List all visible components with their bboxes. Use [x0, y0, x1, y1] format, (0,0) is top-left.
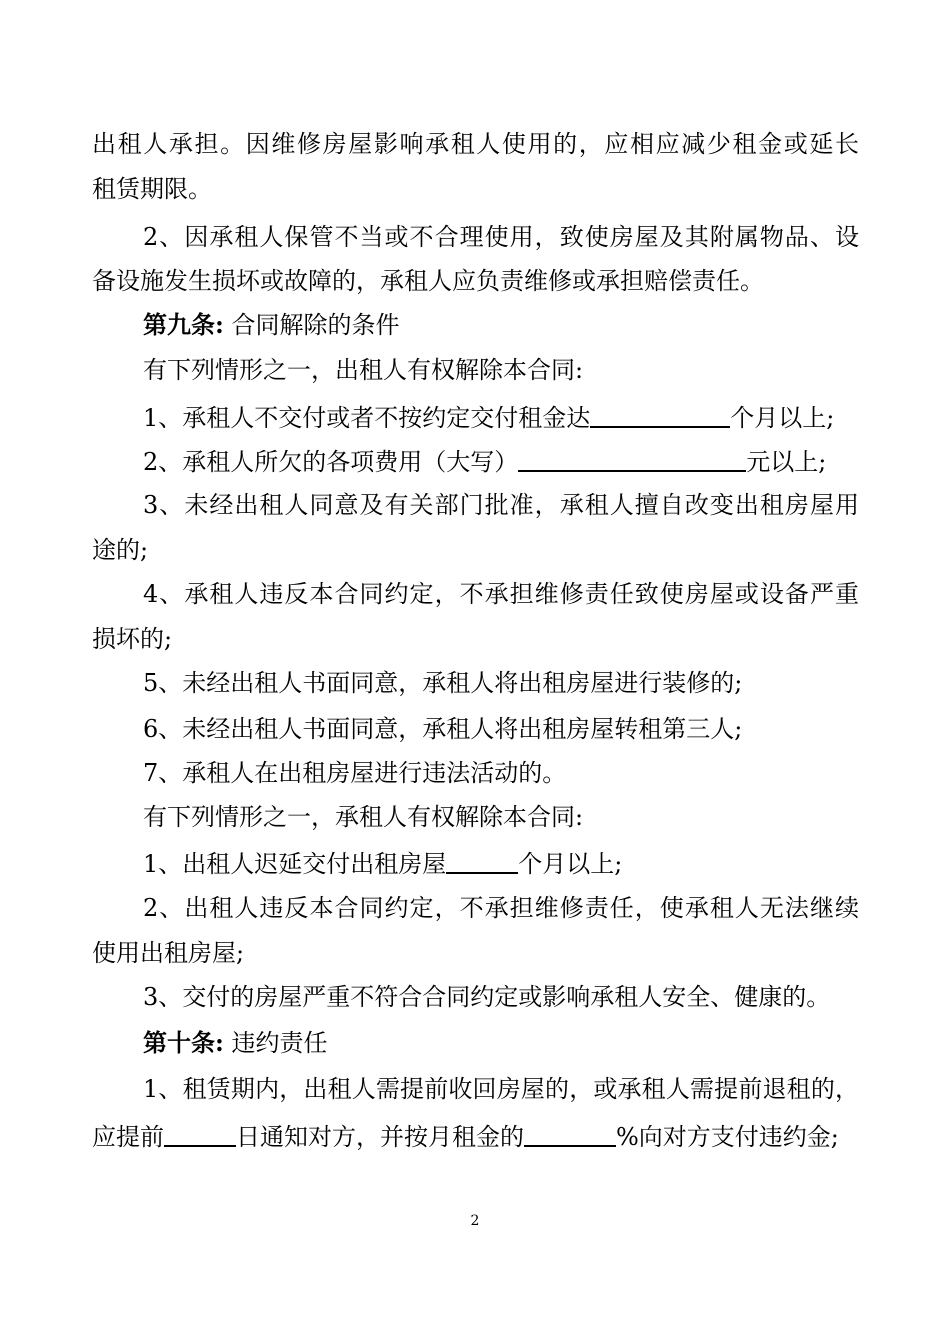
article-9-title: 合同解除的条件	[223, 311, 400, 339]
paragraph-line: 1、租赁期内，出租人需提前收回房屋的，或承租人需提前退租的，	[143, 1075, 859, 1103]
paragraph-line: 有下列情形之一，出租人有权解除本合同:	[143, 356, 584, 384]
clause-line	[143, 400, 834, 430]
paragraph-line: 2、出租人违反本合同约定，不承担维修责任，使承租人无法继续	[143, 894, 859, 922]
paragraph-line: 有下列情形之一，承租人有权解除本合同:	[143, 803, 584, 831]
paragraph-line: 出租人承担。因维修房屋影响承租人使用的，应相应减少租金或延长	[92, 130, 859, 158]
paragraph-line: 租赁期限。	[92, 175, 212, 203]
paragraph-line: 5、未经出租人书面同意，承租人将出租房屋进行装修的;	[143, 669, 743, 697]
fill-in-blank[interactable]	[518, 446, 746, 472]
paragraph-line: 2、因承租人保管不当或不合理使用，致使房屋及其附属物品、设	[143, 223, 859, 251]
clause-text: 应提前	[92, 1123, 164, 1151]
article-9-heading	[143, 310, 400, 340]
paragraph-line: 备设施发生损坏或故障的，承租人应负责维修或承担赔偿责任。	[92, 267, 764, 295]
paragraph-line: 3、未经出租人同意及有关部门批准，承租人擅自改变出租房屋用	[143, 491, 859, 519]
paragraph-line: 途的;	[92, 536, 149, 564]
paragraph-line: 4、承租人违反本合同约定，不承担维修责任致使房屋或设备严重	[143, 580, 859, 608]
clause-line	[92, 1119, 839, 1149]
paragraph-line: 使用出租房屋;	[92, 939, 245, 967]
clause-line	[143, 444, 826, 474]
clause-text: 个月以上;	[518, 850, 623, 878]
paragraph-line: 损坏的;	[92, 625, 173, 653]
article-10-heading	[143, 1028, 328, 1058]
article-9-label: 第九条:	[143, 310, 224, 339]
clause-line	[143, 846, 622, 876]
paragraph-line: 6、未经出租人书面同意，承租人将出租房屋转租第三人;	[143, 715, 743, 743]
clause-text: 2、承租人所欠的各项费用（大写）	[143, 448, 519, 476]
clause-text: 1、出租人迟延交付出租房屋	[143, 850, 447, 878]
clause-text: 1、承租人不交付或者不按约定交付租金达	[143, 404, 591, 432]
clause-text: 个月以上;	[730, 404, 835, 432]
paragraph-line: 7、承租人在出租房屋进行违法活动的。	[143, 759, 567, 787]
fill-in-blank[interactable]	[590, 402, 730, 428]
page-number: 2	[470, 1213, 480, 1229]
article-10-label: 第十条:	[143, 1028, 224, 1057]
fill-in-blank[interactable]	[524, 1121, 616, 1147]
fill-in-blank[interactable]	[446, 848, 518, 874]
fill-in-blank[interactable]	[164, 1121, 236, 1147]
clause-text: %向对方支付违约金;	[616, 1123, 839, 1151]
article-10-title: 违约责任	[223, 1029, 328, 1057]
clause-text: 日通知对方，并按月租金的	[236, 1123, 524, 1151]
clause-text: 元以上;	[746, 448, 827, 476]
paragraph-line: 3、交付的房屋严重不符合合同约定或影响承租人安全、健康的。	[143, 983, 831, 1011]
